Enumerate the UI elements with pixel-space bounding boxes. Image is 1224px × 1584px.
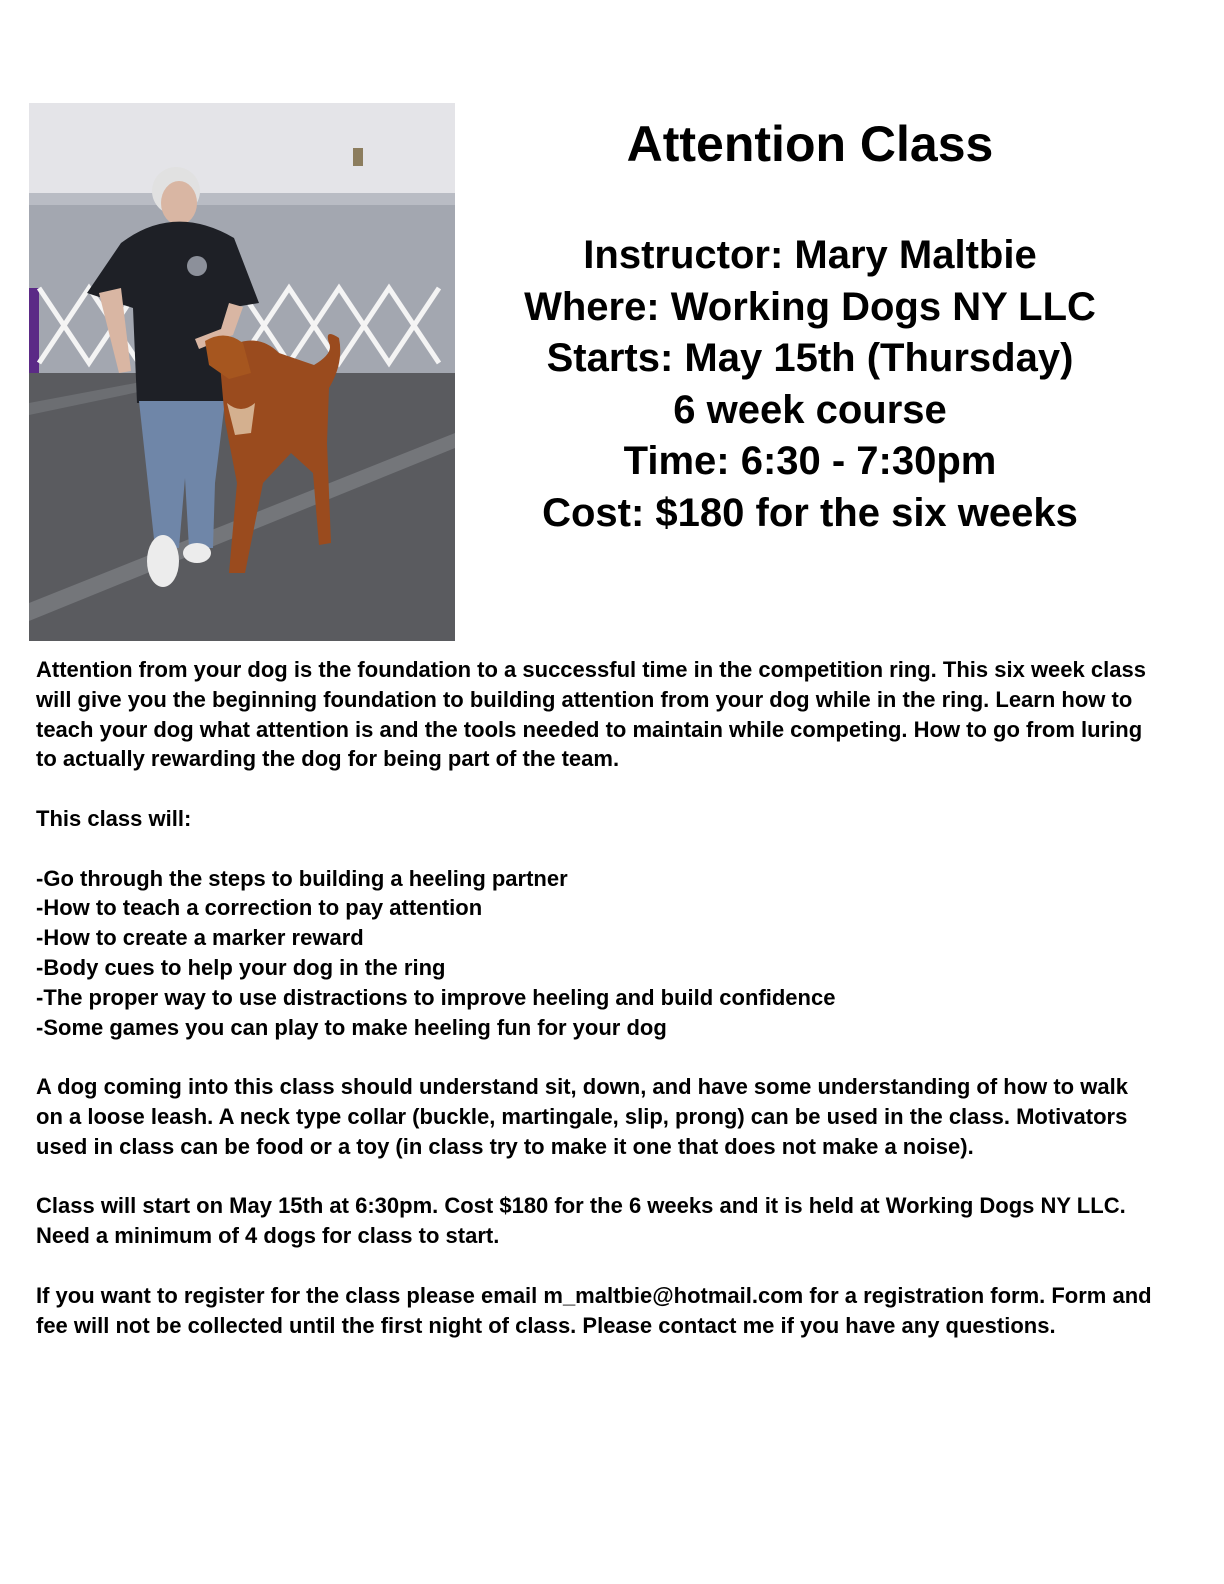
instructor-line: Instructor: Mary Maltbie — [583, 233, 1037, 277]
topic-list — [36, 864, 1156, 1043]
course-length-line: 6 week course — [673, 387, 947, 432]
start-date-line: Starts: May 15th (Thursday) — [546, 336, 1074, 380]
class-details — [470, 230, 1150, 539]
page-title: Attention Class — [626, 116, 994, 172]
list-item: -The proper way to use distractions to improve heeling and build confidence — [36, 984, 836, 1010]
cost-line: Cost: $180 for the six weeks — [542, 490, 1078, 535]
time-line: Time: 6:30 - 7:30pm — [623, 439, 997, 483]
list-item: -How to teach a correction to pay attention — [36, 895, 483, 921]
class-description — [36, 655, 1156, 1340]
schedule-paragraph: Class will start on May 15th at 6:30pm. Cost $180 for the 6 weeks and it is held at Working Dogs NY LLC. Need a minimum of 4 dogs for class to start. — [36, 1193, 1126, 1249]
location-line: Where: Working Dogs NY LLC — [524, 284, 1096, 329]
instructor-dog-photo — [29, 103, 455, 641]
list-heading: This class will: — [36, 805, 192, 831]
registration-paragraph: If you want to register for the class please email m_maltbie@hotmail.com for a registration form. Form and fee will not be collected until the first night of class. Please contact me if you have any questions. — [36, 1282, 1152, 1338]
list-item: -Go through the steps to building a heeling partner — [36, 865, 568, 891]
class-header — [470, 112, 1150, 539]
list-item: -How to create a marker reward — [36, 925, 364, 951]
requirements-paragraph: A dog coming into this class should understand sit, down, and have some understanding of how to walk on a loose leash. A neck type collar (buckle, martingale, slip, prong) can be used in the class. Motivators used in class can be food or a toy (in class try to make it one that does not make a noise). — [36, 1074, 1128, 1159]
list-item: -Body cues to help your dog in the ring — [36, 954, 446, 980]
list-item: -Some games you can play to make heeling fun for your dog — [36, 1014, 667, 1040]
intro-paragraph: Attention from your dog is the foundation to a successful time in the competition ring. This six week class will give you the beginning foundation to building attention from your dog while in the ring. Learn how to teach your dog what attention is and the tools needed to maintain while competing. How to go from luring to actually rewarding the dog for being part of the team. — [36, 657, 1146, 772]
